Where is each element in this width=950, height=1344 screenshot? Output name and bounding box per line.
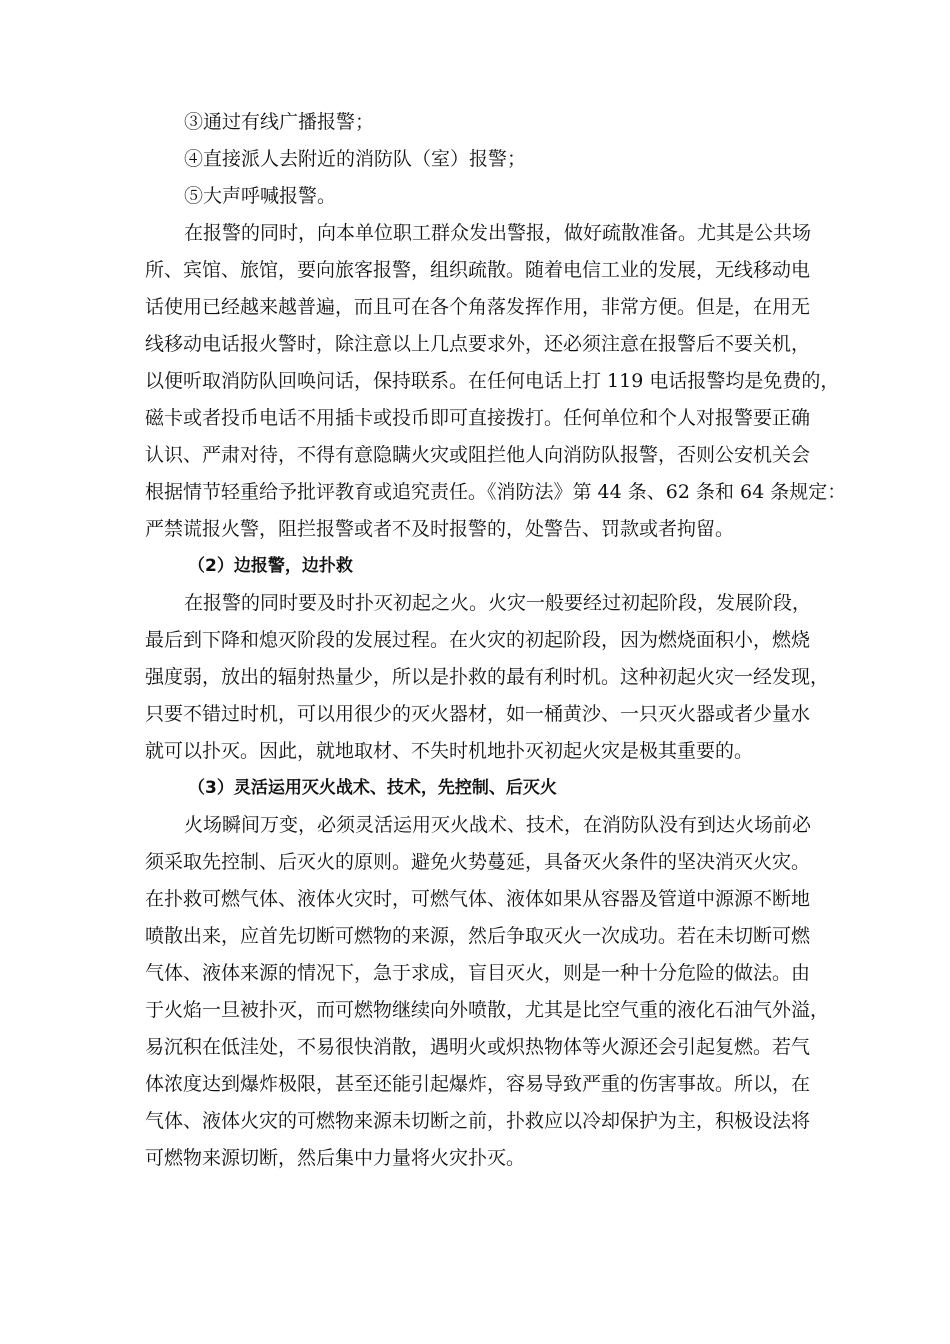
section-heading: （2）边报警，边扑救 <box>188 556 353 576</box>
paragraph-line: 可燃物来源切断，然后集中力量将火灾扑灭。 <box>145 1147 526 1169</box>
section-heading: （3）灵活运用灭火战术、技术，先控制、后灭火 <box>188 778 557 798</box>
paragraph-line: 于火焰一旦被扑灭，而可燃物继续向外喷散，尤其是比空气重的液化石油气外溢， <box>145 999 830 1021</box>
paragraph-line: 气体、液体来源的情况下，急于求成，盲目灭火，则是一种十分危险的做法。由 <box>145 962 811 984</box>
paragraph-line: 严禁谎报火警，阻拦报警或者不及时报警的，处警告、罚款或者拘留。 <box>145 518 735 540</box>
paragraph-line: 体浓度达到爆炸极限，甚至还能引起爆炸，容易导致严重的伤害事故。所以，在 <box>145 1073 811 1095</box>
paragraph-line: 强度弱，放出的辐射热量少，所以是扑救的最有利时机。这种初起火灾一经发现， <box>145 666 830 688</box>
list-item: ④直接派人去附近的消防队（室）报警； <box>184 148 527 170</box>
paragraph-line: 在扑救可燃气体、液体火灾时，可燃气体、液体如果从容器及管道中源源不断地 <box>145 888 811 910</box>
paragraph-line: 须采取先控制、后灭火的原则。避免火势蔓延，具备灭火条件的坚决消灭火灾。 <box>145 851 811 873</box>
paragraph-line: 火场瞬间万变，必须灵活运用灭火战术、技术，在消防队没有到达火场前必 <box>184 814 812 836</box>
paragraph-line: 线移动电话报火警时，除注意以上几点要求外，还必须注意在报警后不要关机， <box>145 333 811 355</box>
paragraph-line: 只要不错过时机，可以用很少的灭火器材，如一桶黄沙、一只灭火器或者少量水 <box>145 703 811 725</box>
paragraph-line: 话使用已经越来越普遍，而且可在各个角落发挥作用，非常方便。但是，在用无 <box>145 296 811 318</box>
paragraph-alarm <box>145 215 847 548</box>
document-page <box>145 104 847 1177</box>
paragraph-line: 根据情节轻重给予批评教育或追究责任。《消防法》第 44 条、62 条和 64 条规定： <box>145 481 847 503</box>
paragraph-line: 就可以扑灭。因此，就地取材、不失时机地扑灭初起火灾是极其重要的。 <box>145 740 754 762</box>
paragraph-extinguish <box>145 585 830 770</box>
paragraph-line: 磁卡或者投币电话不用插卡或投币即可直接拨打。任何单位和个人对报警要正确 <box>145 407 811 429</box>
alarm-methods-list <box>145 104 810 215</box>
paragraph-line: 以便听取消防队回唤问话，保持联系。在任何电话上打 119 电话报警均是免费的， <box>145 370 840 392</box>
paragraph-line: 喷散出来，应首先切断可燃物的来源，然后争取灭火一次成功。若在未切断可燃 <box>145 925 811 947</box>
paragraph-line: 认识、严肃对待，不得有意隐瞒火灾或阻拦他人向消防队报警，否则公安机关会 <box>145 444 811 466</box>
list-item: ③通过有线广播报警； <box>184 111 375 133</box>
paragraph-line: 易沉积在低洼处，不易很快消散，遇明火或炽热物体等火源还会引起复燃。若气 <box>145 1036 811 1058</box>
paragraph-tactics <box>145 807 830 1177</box>
list-item: ⑤大声呼喊报警。 <box>184 185 337 207</box>
paragraph-line: 最后到下降和熄灭阶段的发展过程。在火灾的初起阶段，因为燃烧面积小，燃烧 <box>145 629 811 651</box>
paragraph-line: 在报警的同时要及时扑灭初起之火。火灾一般要经过初起阶段，发展阶段， <box>184 592 812 614</box>
paragraph-line: 气体、液体火灾的可燃物来源未切断之前，扑救应以冷却保护为主，积极设法将 <box>145 1110 811 1132</box>
paragraph-line: 在报警的同时，向本单位职工群众发出警报，做好疏散准备。尤其是公共场 <box>184 222 812 244</box>
paragraph-line: 所、宾馆、旅馆，要向旅客报警，组织疏散。随着电信工业的发展，无线移动电 <box>145 259 811 281</box>
